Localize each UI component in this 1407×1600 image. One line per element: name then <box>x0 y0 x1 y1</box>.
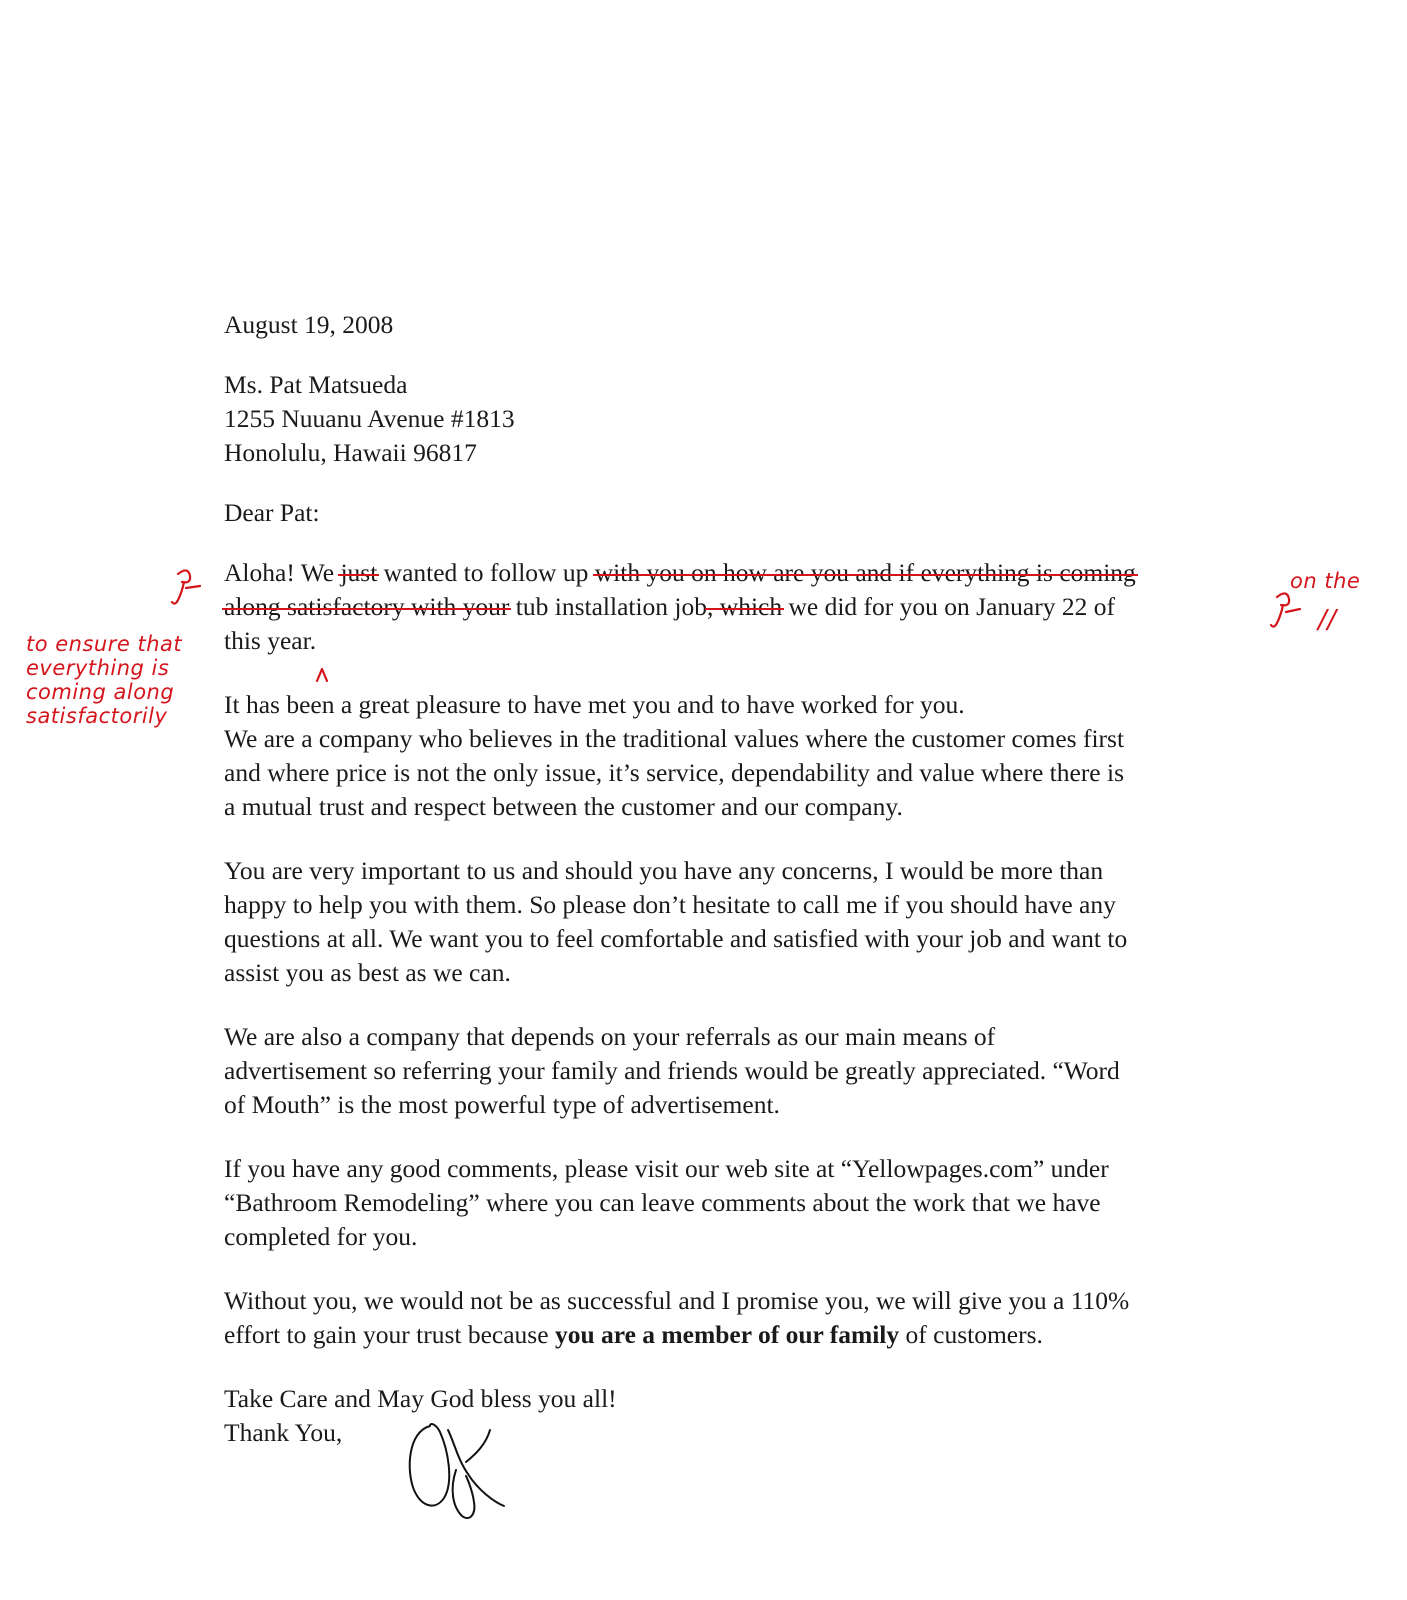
paragraph-6-line-2 <box>224 1318 1324 1352</box>
paragraph-1-line-2 <box>224 590 1324 624</box>
paragraph-6 <box>224 1284 1324 1352</box>
margin-annotation <box>26 632 182 728</box>
para1-text-1: Aloha! We <box>224 558 335 587</box>
paragraph-3-line: questions at all. We want you to feel comfortable and satisfied with your job and want to <box>224 924 1128 953</box>
paragraph-5-line: If you have any good comments, please visit our web site at “Yellowpages.com” under <box>224 1154 1109 1183</box>
paragraph-2-line: It has been a great pleasure to have met you and to have worked for you. <box>224 690 965 719</box>
recipient-street: 1255 Nuuanu Avenue #1813 <box>224 404 515 433</box>
deleted-phrase-2: along satisfactory with your <box>224 592 510 621</box>
margin-annotation-line: coming along <box>26 680 175 704</box>
paragraph-4-line: of Mouth” is the most powerful type of advertisement. <box>224 1090 780 1119</box>
paragraph-2 <box>224 688 1324 824</box>
paragraph-5 <box>224 1152 1324 1254</box>
right-annotation: on the <box>1290 569 1361 593</box>
paragraph-2-line: We are a company who believes in the traditional values where the customer comes first <box>224 724 1125 753</box>
para1-text-4: we did for you on January 22 of <box>782 592 1115 621</box>
paragraph-mark: // <box>1318 605 1337 635</box>
margin-annotation-line: satisfactorily <box>26 704 168 728</box>
paragraph-6-line-1: Without you, we would not be as successful and I promise you, we will give you a 110% <box>224 1286 1130 1315</box>
recipient-city: Honolulu, Hawaii 96817 <box>224 438 477 467</box>
para1-text-5: this year <box>224 626 310 655</box>
closing-line: Take Care and May God bless you all! <box>224 1384 617 1413</box>
para1-text-6: . <box>309 626 317 655</box>
para1-text-2: wanted to follow up <box>377 558 595 587</box>
delete-mark-icon <box>172 570 200 603</box>
paragraph-3-line: happy to help you with them. So please don’t hesitate to call me if you should have any <box>224 890 1116 919</box>
paragraph-4-line: advertisement so referring your family and friends would be greatly appreciated. “Word <box>224 1056 1120 1085</box>
emphasis-family: you are a member of our family <box>554 1320 900 1349</box>
paragraph-1-line-1 <box>224 556 1324 590</box>
paragraph-1 <box>224 556 1324 658</box>
para6-pre: effort to gain your trust because <box>224 1320 555 1349</box>
deleted-phrase-1: with you on how are you and if everything is coming <box>594 558 1136 587</box>
paragraph-3-line: assist you as best as we can. <box>224 958 511 987</box>
para1-text-3: tub installation job <box>509 592 708 621</box>
paragraph-5-line: completed for you. <box>224 1222 418 1251</box>
paragraph-3-line: You are very important to us and should you have any concerns, I would be more than <box>224 856 1104 885</box>
letter-body <box>224 308 1324 1450</box>
paragraph-5-line: “Bathroom Remodeling” where you can leave comments about the work that we have <box>224 1188 1101 1217</box>
deleted-word-just: just <box>340 558 378 587</box>
paragraph-3 <box>224 854 1324 990</box>
margin-annotation-line: everything is <box>26 656 170 680</box>
salutation: Dear Pat: <box>224 498 320 527</box>
margin-annotation-line: to ensure that <box>26 632 183 656</box>
deleted-phrase-3: , which <box>707 592 783 621</box>
para6-post: of customers. <box>899 1320 1043 1349</box>
paragraph-4-line: We are also a company that depends on your referrals as our main means of <box>224 1022 996 1051</box>
paragraph-4 <box>224 1020 1324 1122</box>
paragraph-1-line-3 <box>224 624 1324 658</box>
paragraph-2-line: a mutual trust and respect between the customer and our company. <box>224 792 903 821</box>
letter-date: August 19, 2008 <box>224 310 394 339</box>
recipient-address <box>224 368 1324 470</box>
recipient-name: Ms. Pat Matsueda <box>224 370 408 399</box>
signoff: Thank You, <box>224 1418 343 1447</box>
paragraph-2-line: and where price is not the only issue, it’s service, dependability and value where there is <box>224 758 1125 787</box>
